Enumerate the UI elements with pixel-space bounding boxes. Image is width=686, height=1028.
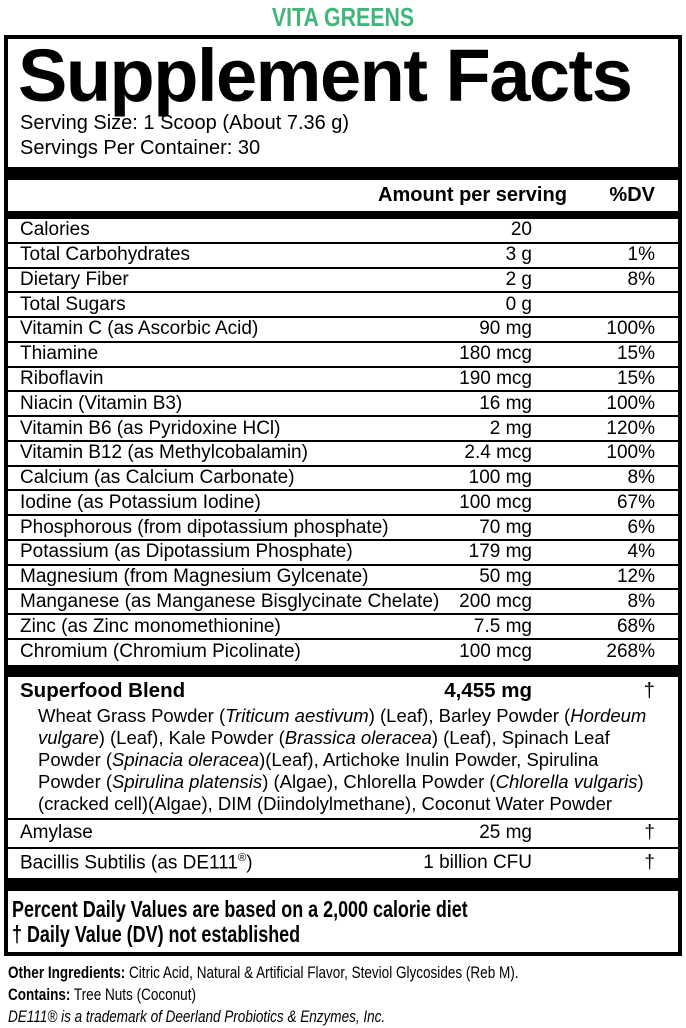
table-row (8, 368, 678, 393)
medium-divider-header (8, 211, 678, 219)
thick-divider-footnotes (8, 878, 678, 891)
nutrient-name: Total Carbohydrates (20, 244, 191, 266)
nutrient-amount: 100 mg (468, 467, 532, 489)
nutrient-name: Amylase (20, 822, 93, 844)
nutrient-dv: 15% (616, 367, 655, 389)
nutrient-dv: 8% (627, 590, 655, 612)
nutrient-name: Thiamine (20, 343, 99, 365)
nutrient-amount: 2 mg (489, 417, 532, 439)
table-row (8, 491, 678, 516)
supplement-facts-panel (4, 35, 682, 956)
nutrient-amount: 20 (510, 219, 532, 241)
nutrient-name: Bacillis Subtilis (as DE111®) (20, 852, 253, 874)
nutrient-name: Vitamin B6 (as Pyridoxine HCl) (20, 417, 281, 439)
table-row (8, 615, 678, 640)
table-header (8, 180, 678, 211)
table-row (8, 590, 678, 615)
table-row (8, 820, 678, 849)
thick-divider-blend (8, 665, 678, 677)
nutrient-name: Iodine (as Potassium Iodine) (20, 491, 261, 513)
nutrient-dv: 268% (606, 641, 655, 663)
nutrient-dv: 15% (616, 343, 655, 365)
nutrient-name: Magnesium (from Magnesium Gylcenate) (20, 566, 369, 588)
thick-divider-top (8, 167, 678, 180)
nutrient-name: Vitamin C (as Ascorbic Acid) (20, 318, 259, 340)
nutrient-amount: 2 g (505, 268, 532, 290)
superfood-blend-dv: † (643, 679, 655, 703)
nutrient-dv: 100% (606, 392, 655, 414)
nutrient-dv: † (644, 852, 655, 874)
table-row (8, 219, 678, 244)
nutrient-dv: 100% (606, 318, 655, 340)
table-row (8, 293, 678, 318)
nutrient-dv: 8% (627, 467, 655, 489)
nutrient-amount: 2.4 mcg (464, 442, 532, 464)
nutrient-name: Chromium (Chromium Picolinate) (20, 641, 301, 663)
table-row (8, 640, 678, 665)
footnote-line: Percent Daily Values are based on a 2,000 calorie diet (12, 895, 468, 922)
nutrient-amount: 190 mcg (459, 367, 532, 389)
extra-rows-table (8, 820, 678, 878)
table-row (8, 566, 678, 591)
bottom-info (8, 962, 686, 1028)
superfood-blend-name: Superfood Blend (20, 679, 186, 703)
nutrient-amount: 90 mg (479, 318, 532, 340)
contains-line (8, 984, 564, 1006)
nutrient-name: Niacin (Vitamin B3) (20, 392, 183, 414)
nutrient-dv: 4% (627, 541, 655, 563)
servings-per-container: Servings Per Container: 30 (20, 137, 261, 159)
nutrient-name: Total Sugars (20, 293, 126, 315)
superfood-blend-amount: 4,455 mg (444, 679, 532, 703)
table-row (8, 417, 678, 442)
trademark-line: DE111® is a trademark of Deerland Probiotics & Enzymes, Inc. (8, 1007, 386, 1026)
serving-size: Serving Size: 1 Scoop (About 7.36 g) (20, 112, 350, 134)
panel-title: Supplement Facts (18, 34, 632, 117)
nutrient-amount: 180 mcg (459, 343, 532, 365)
footnote-line: † Daily Value (DV) not established (12, 920, 301, 947)
table-row (8, 343, 678, 368)
footnotes (8, 891, 678, 952)
nutrient-amount: 1 billion CFU (423, 852, 532, 874)
nutrient-amount: 100 mcg (459, 491, 532, 513)
table-row (8, 244, 678, 269)
nutrient-name: Phosphorous (from dipotassium phosphate) (20, 516, 389, 538)
other-ingredients-text: Citric Acid, Natural & Artificial Flavor, Steviol Glycosides (Reb M). (125, 963, 519, 982)
table-row (8, 442, 678, 467)
nutrient-name: Calories (20, 219, 90, 241)
nutrient-dv: 120% (606, 417, 655, 439)
nutrient-name: Calcium (as Calcium Carbonate) (20, 467, 295, 489)
header-amount: Amount per serving (378, 184, 567, 206)
nutrient-name: Manganese (as Manganese Bisglycinate Chelate) (20, 590, 440, 612)
nutrient-amount: 0 g (505, 293, 532, 315)
nutrient-amount: 179 mg (468, 541, 532, 563)
nutrient-amount: 25 mg (479, 822, 532, 844)
nutrient-name: Potassium (as Dipotassium Phosphate) (20, 541, 353, 563)
nutrient-name: Dietary Fiber (20, 268, 129, 290)
nutrient-dv: 6% (627, 516, 655, 538)
nutrient-dv: 1% (627, 244, 655, 266)
nutrient-table (8, 219, 678, 665)
table-row (8, 318, 678, 343)
nutrient-dv: 100% (606, 442, 655, 464)
superfood-blend-section (8, 679, 678, 820)
contains-text: Tree Nuts (Coconut) (70, 985, 196, 1004)
table-row (8, 467, 678, 492)
superfood-blend-row (8, 679, 678, 704)
contains-label: Contains: (8, 985, 71, 1004)
nutrient-dv: † (644, 822, 655, 844)
nutrient-amount: 70 mg (479, 516, 532, 538)
nutrient-dv: 67% (616, 491, 655, 513)
nutrient-dv: 8% (627, 268, 655, 290)
nutrient-amount: 7.5 mg (473, 615, 532, 637)
other-ingredients-line (8, 962, 564, 984)
superfood-blend-ingredients: Wheat Grass Powder (Triticum aestivum) (Leaf), Barley Powder (Hordeum vulgare) (Leaf), Kale Powder (Brassica oleracea) (Leaf), Spinach Leaf Powder (Spinacia oleracea)(Leaf), Artichoke Inulin Powder, Spirulina Powder (Spirulina platensis) (Algae), Chlorella Powder (Chlorella vulgaris)(cracked cell)(Algae), DIM (Diindolylmethane), Coconut Water Powder (38, 704, 647, 814)
table-row (8, 392, 678, 417)
nutrient-amount: 50 mg (479, 566, 532, 588)
table-row (8, 516, 678, 541)
nutrient-dv: 12% (616, 566, 655, 588)
brand-title: VITA GREENS (271, 2, 415, 32)
nutrient-dv: 68% (616, 615, 655, 637)
nutrient-name: Vitamin B12 (as Methylcobalamin) (20, 442, 308, 464)
serving-info (8, 109, 678, 167)
nutrient-amount: 16 mg (479, 392, 532, 414)
nutrient-amount: 200 mcg (459, 590, 532, 612)
header-dv: %DV (609, 184, 655, 206)
nutrient-name: Riboflavin (20, 367, 104, 389)
nutrient-amount: 100 mcg (459, 641, 532, 663)
other-ingredients-label: Other Ingredients: (8, 963, 126, 982)
table-row (8, 541, 678, 566)
nutrient-name: Zinc (as Zinc monomethionine) (20, 615, 281, 637)
table-row (8, 849, 678, 878)
nutrient-amount: 3 g (505, 244, 532, 266)
table-row (8, 269, 678, 294)
